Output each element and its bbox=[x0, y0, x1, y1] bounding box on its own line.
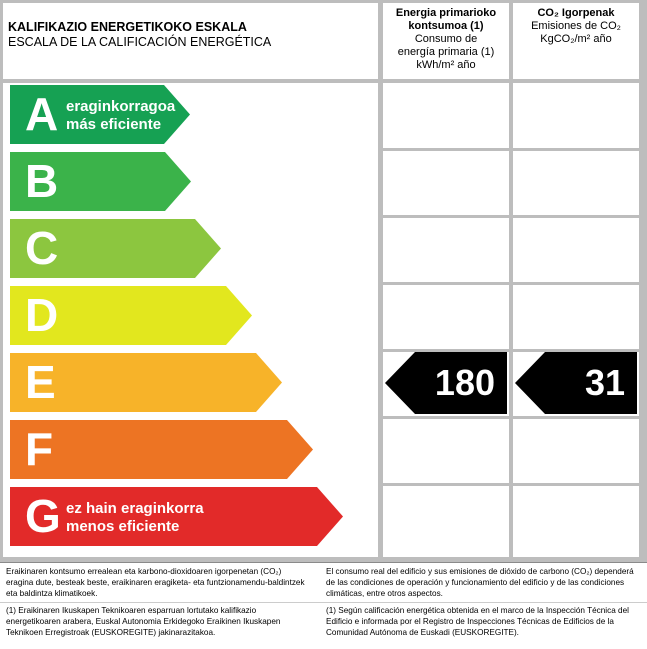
co2-indicator bbox=[515, 352, 637, 414]
scale-bar-b bbox=[10, 152, 191, 211]
co2-row-divider bbox=[513, 148, 639, 151]
scale-letter-b: B bbox=[25, 155, 59, 207]
scale-letter-d: D bbox=[25, 289, 59, 341]
scale-bar-g bbox=[10, 487, 343, 546]
primary-title-es-2: energía primaria (1) bbox=[397, 46, 495, 58]
primary-title-eu-1: Energia primarioko bbox=[395, 7, 497, 19]
footer-divider-top bbox=[0, 562, 647, 563]
scale-letter-a: A bbox=[25, 88, 59, 140]
scale-text-eu-a: eraginkorragoa bbox=[66, 98, 176, 115]
note-es-2: (1) Según calificación energética obtenida en el marco de la Inspección Técnica del Edificio e informada por el Registro de Inspecciones Técnicas de Edificios de la Comunidad Autónoma de Euskadi (EUSKOREGITE). bbox=[326, 606, 629, 637]
primary-header bbox=[383, 7, 509, 72]
co2-header bbox=[513, 7, 639, 46]
scale-bar-a bbox=[10, 85, 190, 144]
primary-row-divider bbox=[383, 416, 509, 419]
primary-unit: kWh/m² año bbox=[416, 59, 476, 71]
primary-value: 180 bbox=[434, 362, 495, 403]
co2-row-divider bbox=[513, 483, 639, 486]
co2-row-divider bbox=[513, 215, 639, 218]
co2-title-es: Emisiones de CO₂ bbox=[531, 20, 621, 32]
scale-bar-f bbox=[10, 420, 313, 479]
primary-title-es-1: Consumo de bbox=[414, 33, 478, 45]
scale-bar-shape-f bbox=[10, 420, 313, 479]
co2-row-divider bbox=[513, 349, 639, 352]
primary-row-divider bbox=[383, 282, 509, 285]
co2-row-divider bbox=[513, 416, 639, 419]
scale-letter-g: G bbox=[25, 490, 61, 542]
scale-letter-c: C bbox=[25, 222, 59, 274]
co2-row-divider bbox=[513, 282, 639, 285]
note-eu-1: Eraikinaren kontsumo errealean eta karbono-dioxidoaren igorpenetan (CO₂) eragina dute, besteak beste, eraikinaren eragiketa- eta funtzionamendu-baldintzek eta baldintza klimatikoek. bbox=[6, 567, 305, 598]
scale-text-es-a: más eficiente bbox=[66, 116, 162, 133]
primary-title-eu-2: kontsumoa (1) bbox=[408, 20, 484, 32]
scale-text-es-g: menos eficiente bbox=[66, 518, 180, 535]
scale-bar-c bbox=[10, 219, 221, 278]
scale-title-eu: KALIFIKAZIO ENERGETIKOKO ESKALA bbox=[8, 20, 247, 34]
scale-letter-f: F bbox=[25, 423, 54, 475]
primary-indicator bbox=[385, 352, 507, 414]
primary-row-divider bbox=[383, 148, 509, 151]
primary-row-divider bbox=[383, 483, 509, 486]
co2-title-eu: CO₂ Igorpenak bbox=[537, 7, 615, 19]
co2-value: 31 bbox=[584, 362, 625, 403]
note-eu-2: (1) Eraikinaren Ikuskapen Teknikoaren esparruan lortutako kalifikazio energetikoaren arabera, Euskal Autonomia Erkidegoko Eraikinen Ikuskapen Teknikoen Erregistroak (EUSKOREGITE) jakinarazitakoa. bbox=[6, 606, 281, 637]
primary-row-divider bbox=[383, 215, 509, 218]
scale-title-es: ESCALA DE LA CALIFICACIÓN ENERGÉTICA bbox=[8, 35, 272, 49]
scale-text-eu-g: ez hain eraginkorra bbox=[66, 500, 204, 517]
co2-unit: KgCO₂/m² año bbox=[540, 33, 612, 45]
note-es-1: El consumo real del edificio y sus emisiones de dióxido de carbono (CO₂) dependerá de las condiciones de operación y funcionamiento del edificio y de las condiciones climáticas, entre otros aspectos. bbox=[326, 567, 634, 598]
primary-row-divider bbox=[383, 349, 509, 352]
footer-divider-mid bbox=[0, 602, 647, 603]
scale-bar-e bbox=[10, 353, 282, 412]
scale-letter-e: E bbox=[25, 356, 56, 408]
scale-bar-d bbox=[10, 286, 252, 345]
